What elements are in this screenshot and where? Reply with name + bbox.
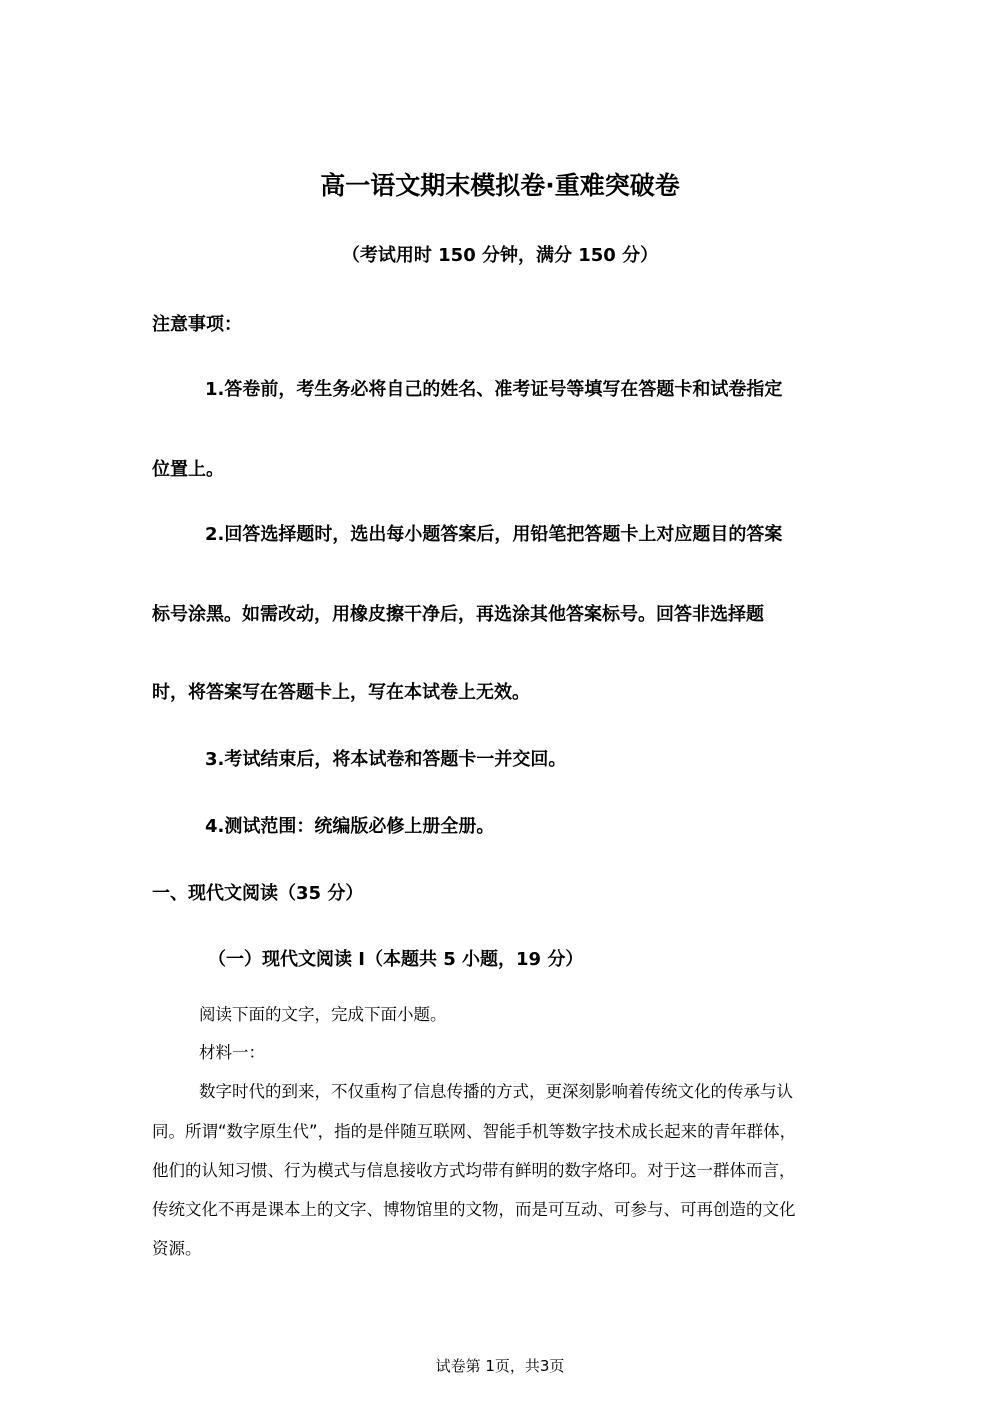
passage-line: 资源。 [152,1239,202,1258]
notice-line: 位置上。 [152,459,224,480]
page-footer: 试卷第 1页，共3页 [435,1357,565,1375]
exam-title: 高一语文期末模拟卷·重难突破卷 [320,171,680,200]
notice-line: 1.答卷前，考生务必将自己的姓名、准考证号等填写在答题卡和试卷指定 [205,379,783,400]
passage-line: 数字时代的到来，不仅重构了信息传播的方式，更深刻影响着传统文化的传承与认 [199,1082,793,1101]
notice-line: 时，将答案写在答题卡上，写在本试卷上无效。 [152,682,530,703]
exam-subtitle: （考试用时 150 分钟，满分 150 分） [341,245,659,266]
notice-line: 标号涂黑。如需改动，用橡皮擦干净后，再选涂其他答案标号。回答非选择题 [152,604,764,625]
subsection-heading: （一）现代文阅读 Ⅰ（本题共 5 小题，19 分） [208,949,584,970]
notice-line: 4.测试范围：统编版必修上册全册。 [205,816,495,837]
notice-line: 2.回答选择题时，选出每小题答案后，用铅笔把答题卡上对应题目的答案 [205,524,783,545]
section-heading: 一、现代文阅读（35 分） [152,883,364,904]
passage-line: 传统文化不再是课本上的文字、博物馆里的文物，而是可互动、可参与、可再创造的文化 [152,1200,796,1219]
notice-line: 3.考试结束后，将本试卷和答题卡一并交回。 [205,749,567,770]
reading-instruction: 阅读下面的文字，完成下面小题。 [199,1005,447,1024]
passage-line: 他们的认知习惯、行为模式与信息接收方式均带有鲜明的数字烙印。对于这一群体而言， [152,1161,796,1180]
notice-heading: 注意事项： [152,314,242,335]
passage-line: 同。所谓“数字原生代”，指的是伴随互联网、智能手机等数字技术成长起来的青年群体， [152,1122,797,1141]
material-label: 材料一： [199,1043,265,1062]
